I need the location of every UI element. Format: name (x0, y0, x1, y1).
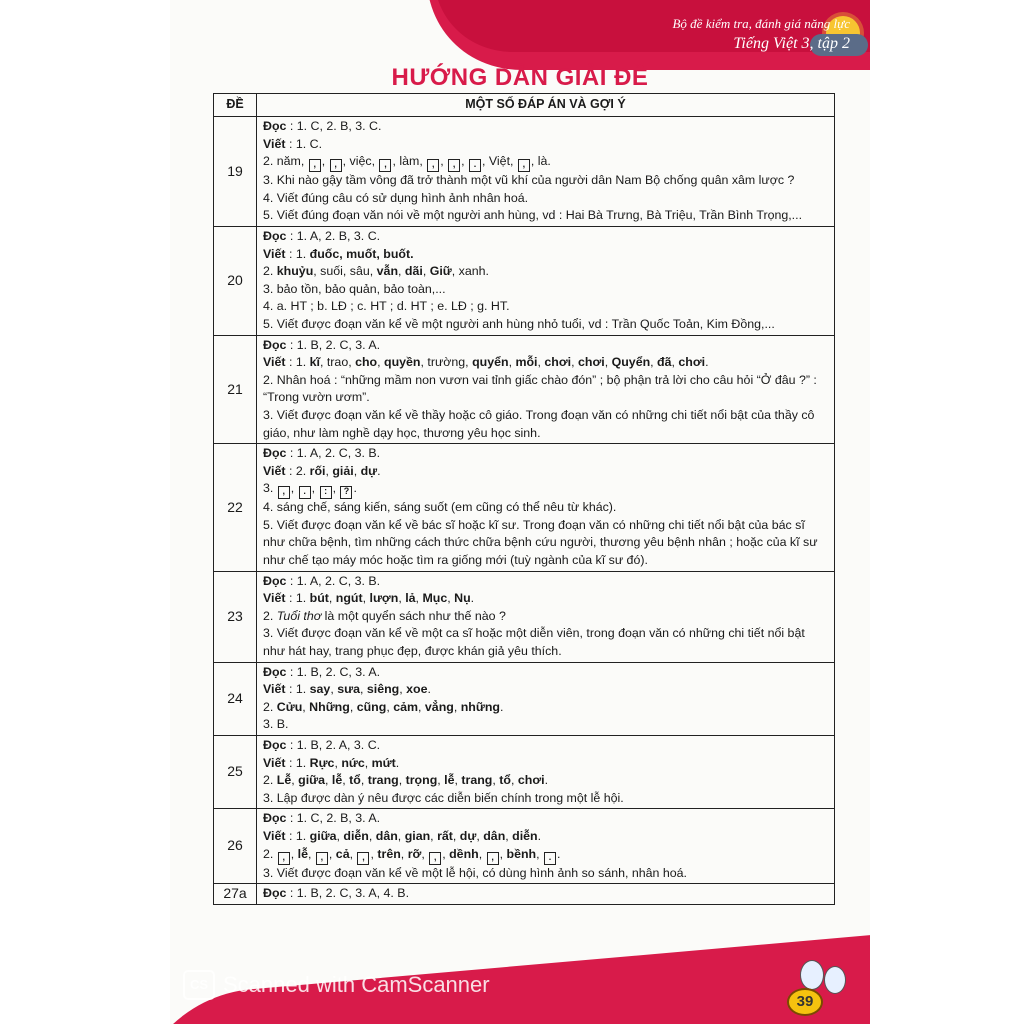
text-segment: . (427, 682, 431, 697)
doc-answers: : 1. A, 2. C, 3. B. (286, 573, 381, 588)
text-segment: 2. (263, 264, 277, 279)
bold-word: rối (309, 463, 326, 478)
viet-line (263, 828, 828, 846)
bold-word: diễn (512, 828, 538, 843)
text-segment: : 1. (285, 828, 310, 843)
text-segment: , (377, 355, 385, 370)
answer-line (263, 846, 828, 865)
text-segment: , (447, 591, 455, 606)
text-segment: 2. (263, 608, 277, 623)
text-segment: 3. (263, 481, 277, 496)
bold-word: Cửu (276, 699, 303, 714)
text-segment: , (368, 828, 376, 843)
page-number: 39 (787, 988, 823, 1016)
text-segment: , (353, 463, 361, 478)
text-segment: , (510, 773, 518, 788)
bold-word: Giữ (429, 264, 452, 279)
answer-cell (257, 571, 835, 662)
label-doc: Đọc (263, 738, 287, 752)
punctuation-box: ? (340, 486, 352, 499)
text-segment: , (370, 846, 378, 861)
answer-line: 5. Viết được đoạn văn kể về một người anh hùng nhỏ tuổi, vd : Trần Quốc Toản, Kim Đồng,... (263, 316, 775, 331)
table-row (214, 335, 835, 444)
bold-word: dân (483, 828, 506, 843)
bold-word: nức (341, 755, 365, 770)
answer-line: 3. Lập được dàn ý nêu được các diễn biến chính trong một lễ hội. (263, 790, 624, 805)
answer-line: 3. Viết được đoạn văn kể về một ca sĩ hoặc một diễn viên, trong đoạn văn có những chi tiết nổi bật như hát hay, trang phục đẹp, được khán giả yêu thích. (263, 626, 805, 659)
answer-line: 2. năm, , , , , việc, , , làm, , , , , . , Việt, , , là. (263, 153, 828, 172)
text-segment: , (492, 773, 500, 788)
text-segment: , (454, 773, 462, 788)
bold-word: chơi (678, 355, 706, 370)
bold-word: cả (335, 846, 350, 861)
series-title (672, 14, 850, 54)
bold-word: tổ (349, 773, 361, 788)
answer-line: 3. bảo tồn, bảo quản, bảo toàn,... (263, 281, 446, 296)
bold-word: khuỷu (276, 264, 314, 279)
table-header-row (214, 94, 835, 117)
text-segment: , (328, 591, 336, 606)
bold-word: Những (309, 699, 350, 714)
text-segment: , (650, 355, 658, 370)
bold-word: đã (657, 355, 672, 370)
bold-word: Rực (309, 755, 335, 770)
text-segment: , (430, 828, 438, 843)
bold-word: dự (459, 828, 477, 843)
text-segment: 2. (263, 699, 277, 714)
text-segment: . (470, 591, 475, 606)
answer-line (263, 608, 828, 626)
doc-answers: : 1. A, 2. B, 3. C. (286, 228, 381, 243)
punctuation-box: : (320, 486, 332, 499)
answer-line: 4. a. HT ; b. LĐ ; c. HT ; d. HT ; e. LĐ ; g. HT. (263, 299, 510, 314)
text-segment: . (705, 355, 709, 370)
text-segment: , (400, 846, 408, 861)
text-segment: , là. (530, 154, 551, 169)
text-segment: , (359, 682, 367, 697)
text-segment: : 1. (285, 591, 310, 606)
answer-line: 3. B. (263, 717, 289, 732)
bold-word: diễn (343, 828, 369, 843)
punctuation-box: , (357, 852, 369, 865)
answer-line: 3. Viết được đoạn văn kể về thầy hoặc cô giáo. Trong đoạn văn có những chi tiết nổi bật của thầy cô giáo, như làm nghề dạy học, thương yêu học sinh. (263, 407, 815, 440)
bold-word: đuốc, muốt, buốt. (309, 246, 414, 261)
text-segment: , (308, 846, 315, 861)
viet-line (263, 246, 828, 264)
bold-word: cảm (393, 699, 419, 714)
viet-line (263, 755, 828, 773)
text-segment: , (349, 699, 357, 714)
text-segment: , (453, 699, 461, 714)
text-segment: , (336, 828, 344, 843)
text-segment: , (399, 682, 407, 697)
bold-word: giải (332, 463, 354, 478)
label-viet: Viết (263, 136, 286, 151)
text-segment: , (360, 773, 368, 788)
bold-word: xoe (406, 682, 428, 697)
doc-line (263, 573, 828, 591)
series-line-1: Bộ đề kiểm tra, đánh giá năng lực (672, 16, 850, 31)
answer-cell (257, 226, 835, 335)
exam-number: 23 (214, 571, 257, 662)
viet-line (263, 354, 828, 372)
bold-word: giữa (298, 773, 326, 788)
text-segment: , Việt, (482, 154, 517, 169)
text-segment: , (571, 355, 578, 370)
text-segment: , (328, 846, 336, 861)
answer-line: 3. Viết được đoạn văn kể về một lễ hội, có dùng hình ảnh so sánh, nhân hoá. (263, 865, 687, 880)
bold-word: sưa (337, 682, 360, 697)
bold-word: bút (309, 591, 329, 606)
bold-word: trang (367, 773, 399, 788)
punctuation-box: . (544, 852, 556, 865)
table-row (214, 571, 835, 662)
text-segment: , (386, 699, 394, 714)
text-segment: , (476, 828, 484, 843)
punctuation-box: , (487, 852, 499, 865)
bold-word: Lễ (276, 773, 292, 788)
bold-word: trang (461, 773, 493, 788)
bold-word: cũng (356, 699, 387, 714)
answer-cell (257, 662, 835, 735)
answer-line (263, 699, 828, 717)
label-viet: Viết (263, 591, 286, 606)
text-segment: , (671, 355, 679, 370)
text-segment: , (398, 773, 406, 788)
bold-word: dân (375, 828, 398, 843)
text-segment: , (421, 846, 429, 861)
label-doc: Đọc (263, 446, 287, 461)
answer-cell (257, 809, 835, 884)
text-segment: , (536, 846, 543, 861)
bold-word: lễ (297, 846, 309, 861)
camscanner-watermark (183, 970, 490, 1000)
exam-number: 22 (214, 444, 257, 572)
bee-wing-icon (824, 966, 846, 994)
punctuation-box: , (278, 486, 290, 499)
text-segment: , (330, 682, 338, 697)
text-segment: : 1. (285, 355, 310, 370)
text-segment: là một quyển sách như thế nào ? (321, 608, 506, 623)
doc-line (263, 885, 828, 903)
text-segment: , (291, 773, 299, 788)
text-segment: 2. năm, (263, 154, 308, 169)
label-doc: Đọc (263, 811, 287, 826)
answer-line (263, 263, 828, 281)
text-segment: 2. (263, 846, 277, 861)
label-doc: Đọc (263, 573, 287, 588)
text-segment: , (537, 355, 545, 370)
watermark-text: Scanned with CamScanner (223, 972, 490, 997)
text-segment: , (342, 773, 350, 788)
doc-line (263, 810, 828, 828)
text-segment: , (397, 828, 405, 843)
bold-word: lễ (444, 773, 455, 788)
text-segment: , làm, (392, 154, 427, 169)
label-viet: Viết (263, 828, 286, 843)
label-doc: Đọc (263, 228, 287, 243)
doc-answers: : 1. B, 2. C, 3. A. (286, 337, 381, 352)
bold-word: bềnh (506, 846, 537, 861)
text-segment: , (422, 264, 430, 279)
table-row (214, 884, 835, 905)
exam-number: 27a (214, 884, 257, 905)
text-segment: : 1. (285, 755, 310, 770)
bold-word: chơi (544, 355, 572, 370)
bold-word: vẫn (376, 264, 399, 279)
bold-word: Mục (422, 591, 448, 606)
text-segment: , (290, 846, 298, 861)
text-segment: , (437, 773, 445, 788)
answer-line: 5. Viết đúng đoạn văn nói về một người anh hùng, vd : Hai Bà Trưng, Bà Triệu, Trần Bình Trọng,... (263, 208, 803, 223)
bold-word: mỗi (515, 355, 538, 370)
text-segment: , (364, 755, 372, 770)
bold-word: rất (437, 828, 453, 843)
answer-cell (257, 335, 835, 444)
answer-line: 5. Viết được đoạn văn kể về bác sĩ hoặc kĩ sư. Trong đoạn văn có những chi tiết nổi bật của bác sĩ như chữa bệnh, tìm những cách thức chữa bệnh cứu người, thương yêu bệnh nhân ; hoặc của kĩ sư như chế tạo máy móc hoặc tìm ra giống mới (tuỳ ngành của kĩ sư đó). (263, 517, 818, 568)
table-row (214, 662, 835, 735)
text-segment: , (505, 828, 513, 843)
bold-word: tổ (499, 773, 511, 788)
label-doc: Đọc (263, 337, 287, 352)
text-segment: , (478, 846, 486, 861)
bold-word: dự (360, 463, 378, 478)
text-segment: , (415, 591, 423, 606)
doc-line (263, 737, 828, 755)
exam-number: 26 (214, 809, 257, 884)
label-viet: Viết (263, 355, 286, 370)
exam-number: 20 (214, 226, 257, 335)
punctuation-box: , (448, 159, 460, 172)
doc-answers: : 1. B, 2. C, 3. A, 4. B. (286, 886, 410, 901)
exam-number: 24 (214, 662, 257, 735)
text-segment: . (499, 699, 504, 714)
text-segment: . (544, 773, 549, 788)
label-doc: Đọc (263, 886, 287, 901)
answer-cell (257, 117, 835, 227)
text-segment: . (537, 828, 542, 843)
punctuation-box: , (518, 159, 530, 172)
punctuation-box: . (469, 159, 481, 172)
doc-answers: : 1. B, 2. C, 3. A. (286, 664, 381, 679)
text-segment: , (325, 463, 333, 478)
label-doc: Đọc (263, 119, 287, 133)
doc-answers: : 1. B, 2. A, 3. C. (286, 738, 381, 752)
doc-answers: : 1. A, 2. C, 3. B. (286, 446, 381, 461)
doc-line (263, 664, 828, 682)
answer-line: 3. Khi nào gậy tầm vông đã trở thành một vũ khí của người dân Nam Bộ chống quân xâm lược ? (263, 173, 795, 188)
bold-word: trên (377, 846, 401, 861)
answer-line: 4. sáng chế, sáng kiến, sáng suốt (em cũng có thể nêu từ khác). (263, 500, 617, 515)
text-segment: , trao, (319, 355, 356, 370)
viet-line (263, 463, 828, 481)
bold-word: quyển (472, 355, 509, 370)
doc-line (263, 337, 828, 355)
punctuation-box: , (330, 159, 342, 172)
text-segment: 2. (263, 773, 277, 788)
text-segment: , (418, 699, 425, 714)
bold-word: Quyển (611, 355, 651, 370)
bold-word: trọng (405, 773, 438, 788)
text-segment: , suối, sâu, (313, 264, 377, 279)
punctuation-box: , (278, 852, 290, 865)
text-segment: : 1. (285, 246, 310, 261)
text-segment: : 2. (285, 463, 310, 478)
answer-line: 2. Nhân hoá : “những mầm non vươn vai tỉnh giấc chào đón” ; bộ phận trả lời cho câu hỏi “Ở đâu ?” : “Trong vườn ươm”. (263, 372, 817, 405)
bold-word: kĩ (309, 355, 320, 370)
bold-word: lả (405, 591, 416, 606)
table-row (214, 736, 835, 809)
doc-line (263, 118, 828, 136)
text-segment: : 1. (285, 682, 310, 697)
bold-word: cho (355, 355, 378, 370)
exam-number: 19 (214, 117, 257, 227)
text-segment: , (398, 591, 406, 606)
answer-line (263, 772, 828, 790)
bold-word: giữa (309, 828, 337, 843)
text-segment: , (452, 828, 460, 843)
label-viet: Viết (263, 463, 286, 478)
col-header-exam: ĐỀ (214, 94, 257, 117)
italic-title: Tuổi thơ (276, 608, 322, 623)
bold-word: những (460, 699, 500, 714)
text-segment: . (557, 846, 561, 861)
exam-number: 21 (214, 335, 257, 444)
text-segment: , (398, 264, 405, 279)
punctuation-box: , (309, 159, 321, 172)
label-viet: Viết (263, 755, 286, 770)
viet-line (263, 681, 828, 699)
answer-cell (257, 736, 835, 809)
doc-line (263, 228, 828, 246)
label-doc: Đọc (263, 664, 287, 679)
col-header-answers: MỘT SỐ ĐÁP ÁN VÀ GỢI Ý (257, 94, 835, 117)
table-row (214, 226, 835, 335)
text-segment: , trường, (420, 355, 473, 370)
answer-cell (257, 884, 835, 905)
series-line-2: Tiếng Việt 3, tập 2 (733, 35, 850, 52)
exam-number: 25 (214, 736, 257, 809)
text-segment: , (302, 699, 310, 714)
page-title: HƯỚNG DẪN GIẢI ĐỀ (391, 64, 649, 91)
bee-wing-icon (800, 960, 824, 990)
text-segment: , (325, 773, 332, 788)
punctuation-box: , (429, 852, 441, 865)
punctuation-box: . (299, 486, 311, 499)
book-page (170, 0, 870, 1024)
text-segment: , (442, 846, 450, 861)
doc-line (263, 445, 828, 463)
bold-word: lượn (369, 591, 399, 606)
answer-line: 4. Viết đúng câu có sử dụng hình ảnh nhân hoá. (263, 190, 529, 205)
doc-answers: : 1. C, 2. B, 3. C. (286, 119, 382, 133)
text-segment: . (377, 463, 381, 478)
text-segment: , (508, 355, 516, 370)
camscanner-icon: CS (183, 970, 215, 1000)
table-row (214, 809, 835, 884)
bold-word: siêng (366, 682, 400, 697)
bold-word: lễ (331, 773, 343, 788)
table-row (214, 117, 835, 227)
text-segment: , (499, 846, 507, 861)
answer-line: 3. , , . , : , ? . (263, 480, 828, 499)
doc-answers: : 1. C, 2. B, 3. A. (286, 811, 381, 826)
table-row (214, 444, 835, 572)
label-viet: Viết (263, 246, 286, 261)
text-segment: , (604, 355, 612, 370)
viet-line (263, 590, 828, 608)
text-segment: , (349, 846, 357, 861)
text-segment: , (334, 755, 342, 770)
punctuation-box: , (427, 159, 439, 172)
bold-word: dềnh (449, 846, 479, 861)
punctuation-box: , (316, 852, 328, 865)
punctuation-box: , (379, 159, 391, 172)
answer-cell (257, 444, 835, 572)
bold-word: vẳng (424, 699, 454, 714)
bold-word: ngút (335, 591, 363, 606)
bold-word: say (309, 682, 331, 697)
text-segment: , (362, 591, 370, 606)
text-segment: , xanh. (451, 264, 489, 279)
viet-answers: : 1. C. (285, 136, 323, 151)
bold-word: rỡ (407, 846, 422, 861)
text-segment: , việc, (342, 154, 379, 169)
bold-word: chơi (577, 355, 605, 370)
text-segment: . (395, 755, 400, 770)
bold-word: dãi (404, 264, 423, 279)
bold-word: gian (404, 828, 431, 843)
viet-line (263, 136, 828, 154)
bold-word: chơi (517, 773, 545, 788)
label-viet: Viết (263, 682, 286, 697)
bold-word: mứt (371, 755, 396, 770)
bold-word: Nụ (454, 591, 471, 606)
answer-table (213, 93, 835, 905)
bold-word: quyền (384, 355, 421, 370)
